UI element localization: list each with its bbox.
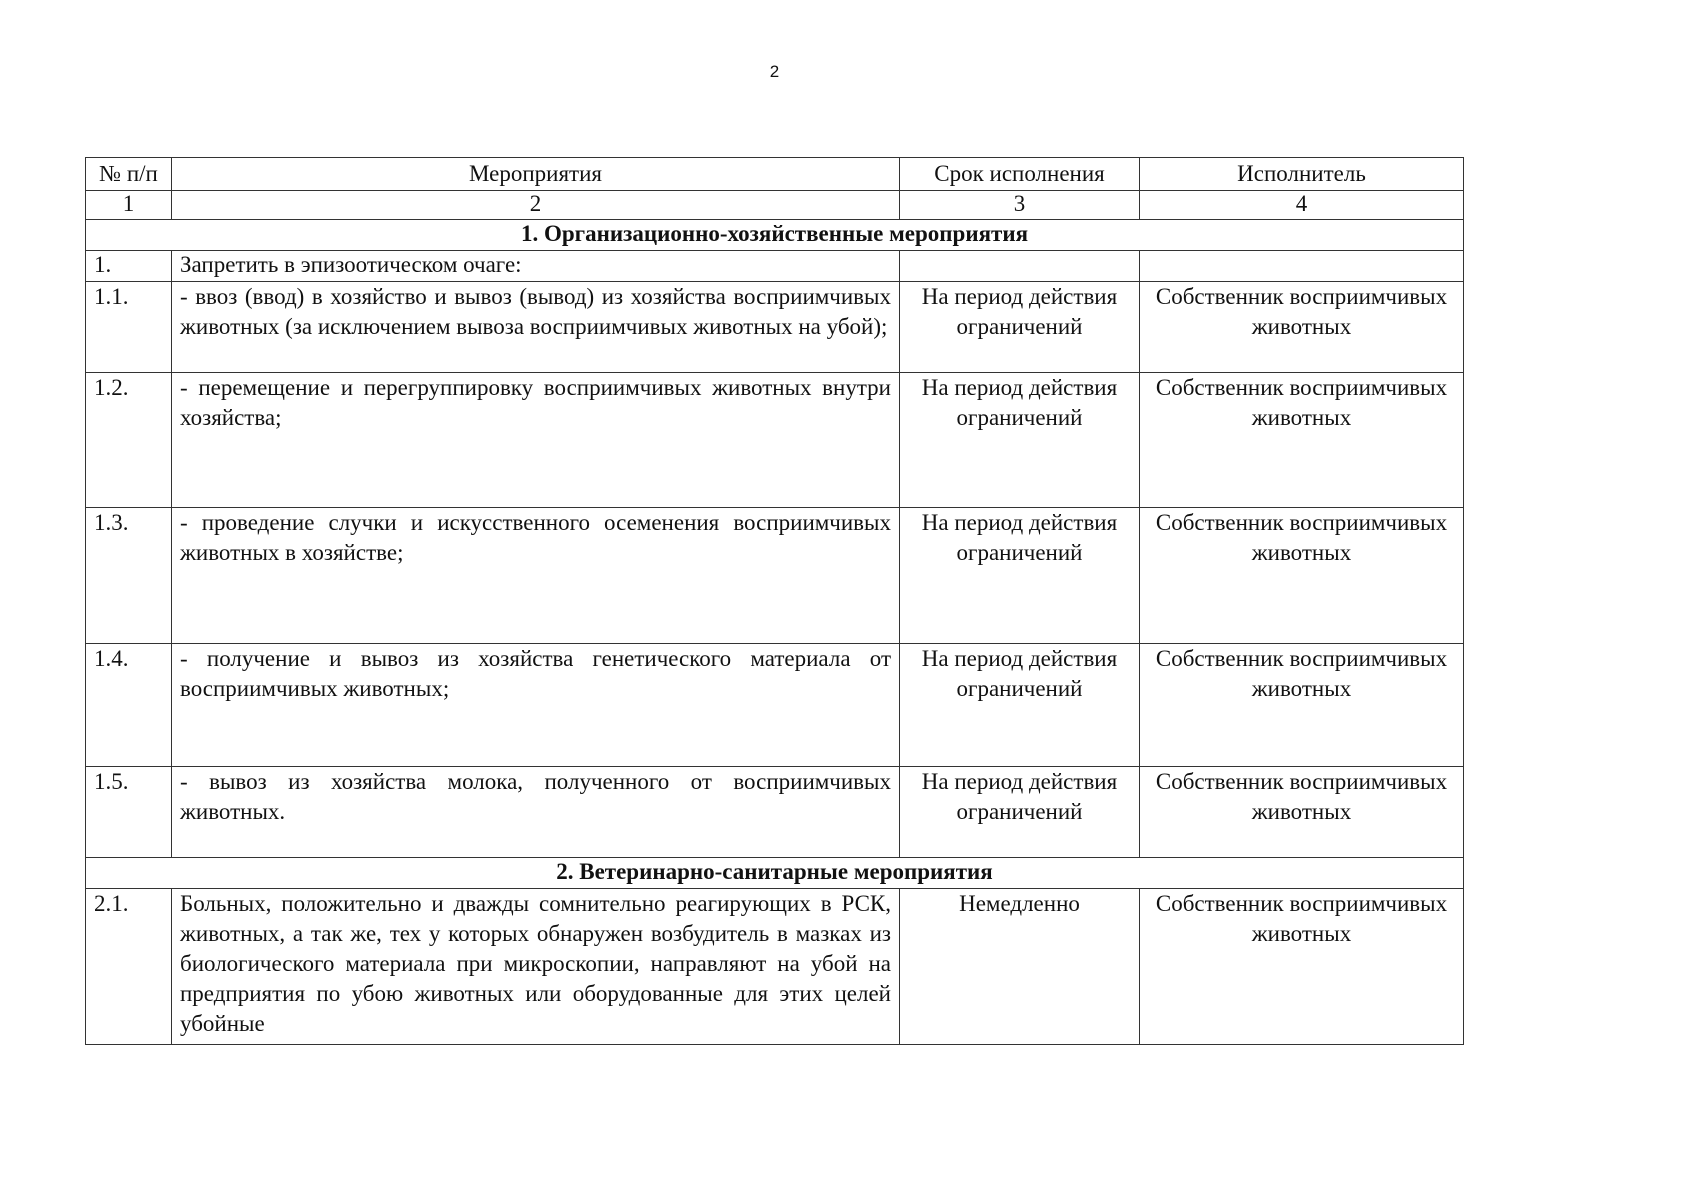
header-executor: Исполнитель [1140, 158, 1464, 191]
row-term: На период действия ограничений [900, 767, 1140, 858]
row-executor: Собственник восприимчивых животных [1140, 508, 1464, 644]
column-number: 3 [900, 191, 1140, 220]
row-executor [1140, 251, 1464, 282]
column-number: 1 [86, 191, 172, 220]
table-row [86, 373, 1464, 508]
row-activity: - получение и вывоз из хозяйства генетического материала от восприимчивых животных; [172, 644, 900, 767]
section-2-title: 2. Ветеринарно-санитарные мероприятия [86, 858, 1464, 889]
row-activity: - проведение случки и искусственного осеменения восприимчивых животных в хозяйстве; [172, 508, 900, 644]
row-term: На период действия ограничений [900, 508, 1140, 644]
header-term: Срок исполнения [900, 158, 1140, 191]
section-1-title: 1. Организационно-хозяйственные мероприятия [86, 220, 1464, 251]
section-heading-row [86, 220, 1464, 251]
row-executor: Собственник восприимчивых животных [1140, 767, 1464, 858]
row-activity: - перемещение и перегруппировку восприимчивых животных внутри хозяйства; [172, 373, 900, 508]
header-number: № п/п [86, 158, 172, 191]
row-number: 2.1. [86, 889, 172, 1045]
table-row [86, 282, 1464, 373]
row-activity: Запретить в эпизоотическом очаге: [172, 251, 900, 282]
row-executor: Собственник восприимчивых животных [1140, 373, 1464, 508]
row-activity: - ввоз (ввод) в хозяйство и вывоз (вывод) из хозяйства восприимчивых животных (за исключением вывоза восприимчивых животных на убой); [172, 282, 900, 373]
row-term: Немедленно [900, 889, 1140, 1045]
row-number: 1.3. [86, 508, 172, 644]
row-term: На период действия ограничений [900, 373, 1140, 508]
page-number: 2 [769, 62, 780, 81]
table-row [86, 644, 1464, 767]
row-number: 1.2. [86, 373, 172, 508]
row-executor: Собственник восприимчивых животных [1140, 282, 1464, 373]
column-number: 2 [172, 191, 900, 220]
table-row [86, 251, 1464, 282]
row-term [900, 251, 1140, 282]
row-activity: - вывоз из хозяйства молока, полученного от восприимчивых животных. [172, 767, 900, 858]
row-number: 1. [86, 251, 172, 282]
measures-table [85, 157, 1464, 1045]
row-executor: Собственник восприимчивых животных [1140, 644, 1464, 767]
table-row [86, 767, 1464, 858]
table-row [86, 889, 1464, 1045]
row-term: На период действия ограничений [900, 282, 1140, 373]
row-executor: Собственник восприимчивых животных [1140, 889, 1464, 1045]
row-number: 1.1. [86, 282, 172, 373]
row-number: 1.4. [86, 644, 172, 767]
row-term: На период действия ограничений [900, 644, 1140, 767]
row-activity: Больных, положительно и дважды сомнительно реагирующих в РСК, животных, а так же, тех у которых обнаружен возбудитель в мазках из биологического материала при микроскопии, направляют на убой на предприятия по убою животных или оборудованные для этих целей убойные [172, 889, 900, 1045]
table-header-row [86, 158, 1464, 191]
header-activities: Мероприятия [172, 158, 900, 191]
section-heading-row [86, 858, 1464, 889]
row-number: 1.5. [86, 767, 172, 858]
column-numbers-row [86, 191, 1464, 220]
column-number: 4 [1140, 191, 1464, 220]
table-row [86, 508, 1464, 644]
